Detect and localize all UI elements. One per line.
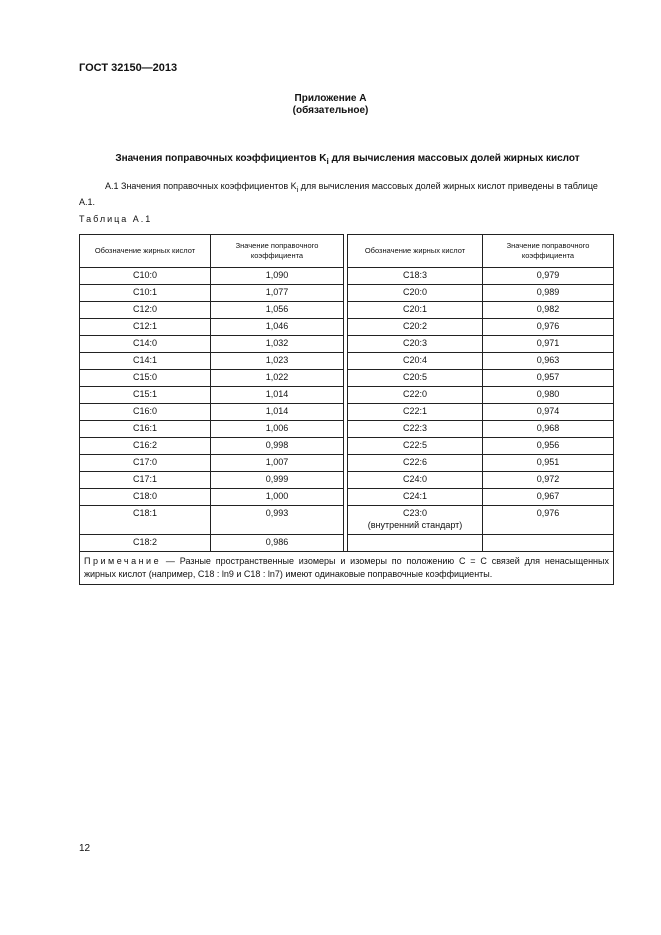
table-row [80, 506, 614, 535]
acid-cell: С20:2 [348, 319, 483, 336]
coef-cell: 1,023 [211, 353, 344, 370]
table-row [80, 387, 614, 404]
coef-cell: 1,022 [211, 370, 344, 387]
empty-cell [483, 535, 614, 552]
empty-cell [348, 535, 483, 552]
table-row [80, 535, 614, 552]
acid-cell: С20:4 [348, 353, 483, 370]
intro-paragraph-b: для вычисления массовых долей жирных кислот приведены в таблице А.1. [79, 181, 598, 208]
acid-cell: С18:2 [80, 535, 211, 552]
header-acid-left: Обозначение жирных кислот [80, 235, 211, 268]
table-row [80, 472, 614, 489]
table-row [80, 455, 614, 472]
table-row [80, 421, 614, 438]
coef-cell: 1,014 [211, 387, 344, 404]
coef-cell: 0,979 [483, 268, 614, 285]
acid-cell: С24:0 [348, 472, 483, 489]
table-row [80, 285, 614, 302]
table-row [80, 302, 614, 319]
coef-cell: 0,968 [483, 421, 614, 438]
page-number: 12 [79, 843, 91, 854]
coef-cell: 1,014 [211, 404, 344, 421]
acid-cell: С14:1 [80, 353, 211, 370]
acid-cell: С10:1 [80, 285, 211, 302]
acid-cell: С14:0 [80, 336, 211, 353]
coef-cell: 1,006 [211, 421, 344, 438]
coef-cell: 0,980 [483, 387, 614, 404]
appendix-subtitle: (обязательное) [292, 105, 369, 116]
acid-cell: С22:0 [348, 387, 483, 404]
acid-cell: С24:1 [348, 489, 483, 506]
acid-cell: С22:6 [348, 455, 483, 472]
acid-cell: С20:0 [348, 285, 483, 302]
header-acid-right: Обозначение жирных кислот [348, 235, 483, 268]
table-row [80, 268, 614, 285]
section-title [79, 153, 616, 166]
table-row [80, 319, 614, 336]
acid-cell: С20:3 [348, 336, 483, 353]
table-row [80, 336, 614, 353]
coef-cell: 0,971 [483, 336, 614, 353]
coef-cell: 1,077 [211, 285, 344, 302]
table-caption: Таблица А.1 [79, 214, 153, 224]
internal-standard-label: (внутренний стандарт) [367, 520, 463, 530]
acid-cell: С16:1 [80, 421, 211, 438]
coef-cell: 0,976 [483, 506, 614, 535]
table-note [80, 552, 614, 585]
coef-cell: 0,982 [483, 302, 614, 319]
acid-cell: С20:1 [348, 302, 483, 319]
header-coef-left: Значение поправочного коэффициента [211, 235, 344, 268]
header-coef-right: Значение поправочного коэффициента [483, 235, 614, 268]
intro-paragraph [79, 180, 616, 209]
acid-cell-internal-standard [348, 506, 483, 535]
coef-cell: 1,056 [211, 302, 344, 319]
document-id: ГОСТ 32150—2013 [79, 62, 178, 74]
acid-cell: С10:0 [80, 268, 211, 285]
acid-cell: С16:0 [80, 404, 211, 421]
table-row [80, 353, 614, 370]
intro-paragraph-a: А.1 Значения поправочных коэффициентов K [105, 181, 297, 191]
table-header-row [80, 235, 614, 268]
coef-cell: 0,986 [211, 535, 344, 552]
coef-cell: 1,007 [211, 455, 344, 472]
acid-cell: С15:1 [80, 387, 211, 404]
acid-cell: С18:3 [348, 268, 483, 285]
coef-cell: 0,976 [483, 319, 614, 336]
coef-cell: 1,090 [211, 268, 344, 285]
acid-cell: С22:1 [348, 404, 483, 421]
table-row [80, 370, 614, 387]
acid-cell: С12:0 [80, 302, 211, 319]
coef-cell: 0,989 [483, 285, 614, 302]
intro-paragraph-subscript: i [296, 184, 299, 194]
section-title-rest: для вычисления массовых долей жирных кислот [328, 153, 580, 164]
coef-cell: 1,046 [211, 319, 344, 336]
coefficients-table [79, 234, 614, 585]
coef-cell: 0,974 [483, 404, 614, 421]
coef-cell: 0,963 [483, 353, 614, 370]
section-title-subscript: i [326, 156, 329, 166]
acid-cell: С22:5 [348, 438, 483, 455]
table-row [80, 404, 614, 421]
coef-cell: 1,032 [211, 336, 344, 353]
acid-cell: С12:1 [80, 319, 211, 336]
table-note-row [80, 552, 614, 585]
note-lead: Примечание [84, 556, 162, 566]
coef-cell: 0,967 [483, 489, 614, 506]
acid-cell: С17:1 [80, 472, 211, 489]
coef-cell: 0,972 [483, 472, 614, 489]
coef-cell: 0,951 [483, 455, 614, 472]
acid-name: С23:0 [402, 508, 428, 518]
acid-cell: С16:2 [80, 438, 211, 455]
coef-cell: 0,999 [211, 472, 344, 489]
acid-cell: С17:0 [80, 455, 211, 472]
note-text: — Разные пространственные изомеры и изомеры по положению С = С связей для ненасыщенных жирных кислот (например, С18 : ln9 и С18 : ln7) имеют одинаковые поправочные коэффициенты. [84, 556, 609, 579]
section-title-main: Значения поправочных коэффициентов K [115, 153, 327, 164]
coef-cell: 0,957 [483, 370, 614, 387]
coef-cell: 0,956 [483, 438, 614, 455]
coef-cell: 1,000 [211, 489, 344, 506]
acid-cell: С18:0 [80, 489, 211, 506]
appendix-title: Приложение А [294, 93, 367, 104]
table-row [80, 489, 614, 506]
acid-cell: С22:3 [348, 421, 483, 438]
table-row [80, 438, 614, 455]
coef-cell: 0,998 [211, 438, 344, 455]
acid-cell: С20:5 [348, 370, 483, 387]
acid-cell: С18:1 [80, 506, 211, 535]
coef-cell: 0,993 [211, 506, 344, 535]
acid-cell: С15:0 [80, 370, 211, 387]
